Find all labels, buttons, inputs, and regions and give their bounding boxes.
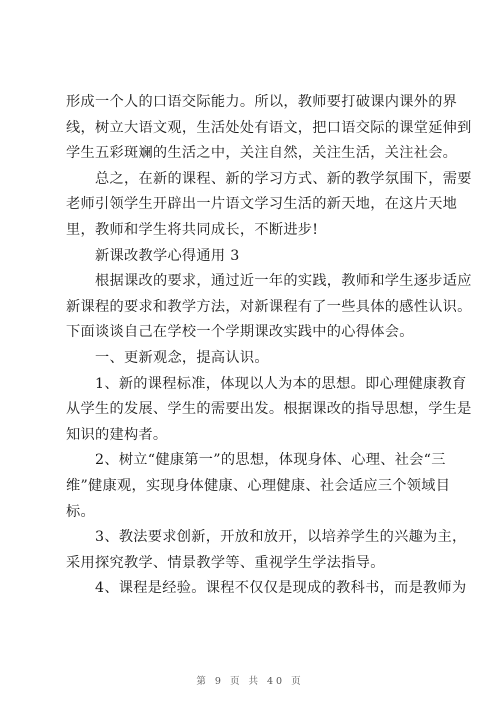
text-line: 总之，在新的课程、新的学习方式、新的教学氛围下，需要: [95, 170, 472, 187]
text-line: 学生五彩斑斓的生活之中，关注自然，关注生活，关注社会。: [66, 145, 458, 162]
text-line: 里，教师和学生将共同成长，不断进步!: [66, 221, 319, 238]
text-line: 老师引领学生开辟出一片语文学习生活的新天地，在这片天地: [66, 196, 458, 213]
page-number-footer: 第 9 页 共 40 页: [196, 676, 304, 687]
text-line: 1、新的课程标准，体现以人为本的思想。即心理健康教育: [95, 375, 467, 392]
text-line: 3、教法要求创新，开放和放开，以培养学生的兴趣为主，: [95, 529, 467, 546]
text-line: 知识的建构者。: [66, 426, 168, 443]
text-line: 根据课改的要求，通过近一年的实践，教师和学生逐步适应: [95, 273, 472, 290]
text-line: 下面谈谈自己在学校一个学期课改实践中的心得体会。: [66, 324, 414, 341]
text-line: 采用探究教学、情景教学等、重视学生学法指导。: [66, 554, 385, 571]
text-line: 维”健康观，实现身体健康、心理健康、社会适应三个领域目: [66, 477, 451, 494]
document-body: [66, 90, 472, 602]
text-line: 2、树立“健康第一”的思想，体现身体、心理、社会“三: [95, 452, 446, 469]
text-line: 从学生的发展、学生的需要出发。根据课改的指导思想，学生是: [66, 401, 472, 418]
text-line: 形成一个人的口语交际能力。所以，教师要打破课内课外的界: [66, 94, 458, 110]
subsection-heading: 一、更新观念，提高认识。: [95, 349, 269, 366]
text-line: 线，树立大语文观，生活处处有语文，把口语交际的课堂延伸到: [66, 119, 472, 136]
section-heading: 新课改教学心得通用 3: [95, 247, 240, 264]
text-line: 标。: [66, 503, 95, 520]
text-line: 4、课程是经验。课程不仅仅是现成的教科书，而是教师为: [95, 580, 467, 597]
text-line: 新课程的要求和教学方法，对新课程有了一些具体的感性认识。: [66, 298, 472, 315]
